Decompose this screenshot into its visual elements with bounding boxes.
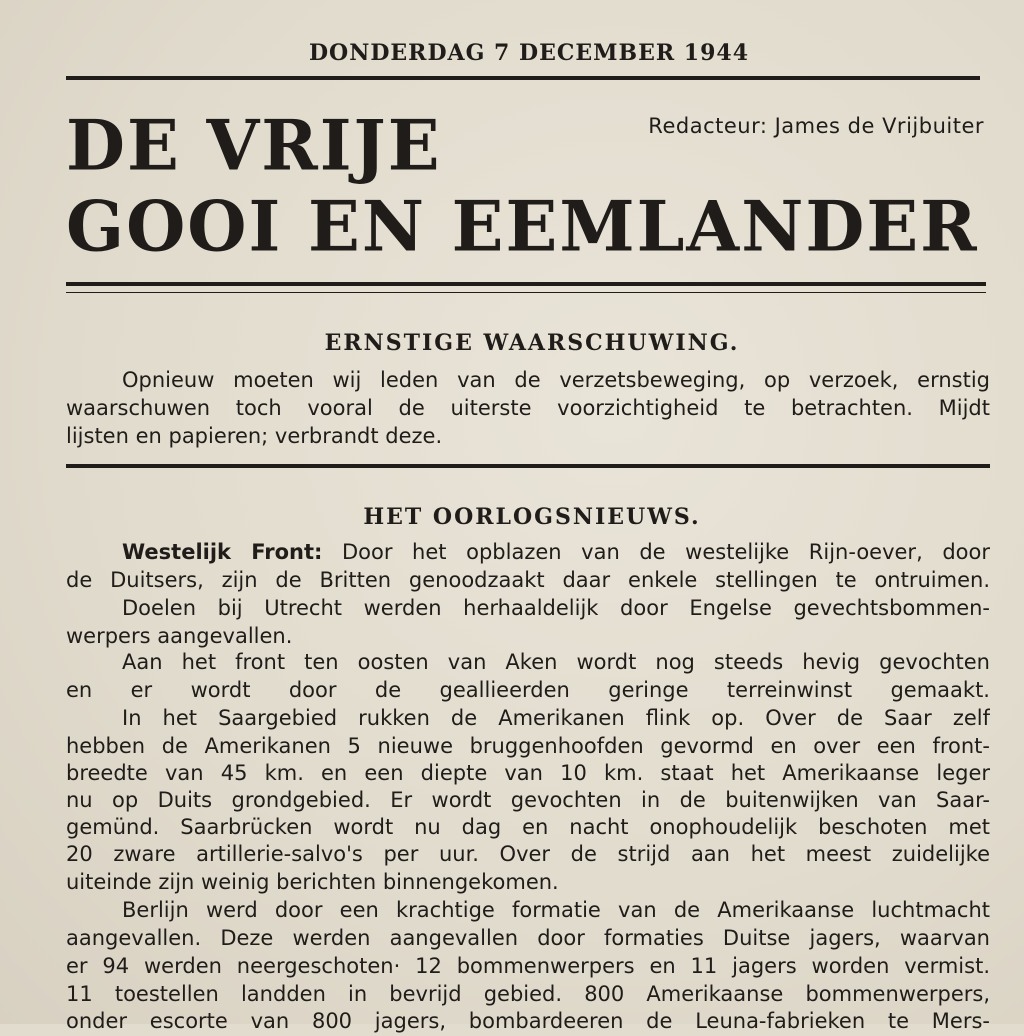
news-line: onder escorte van 800 jagers, bombardeeren de Leuna-fabrieken te Mers- [66, 1009, 990, 1033]
news-line: uiteinde zijn weinig berichten binnengekomen. [66, 870, 559, 894]
section-rule [66, 464, 990, 468]
warning-heading: ERNSTIGE WAARSCHUWING. [324, 330, 740, 356]
news-line: 11 toestellen landden in bevrijd gebied. 800 Amerikaanse bommenwerpers, [66, 982, 990, 1006]
top-rule [66, 76, 980, 80]
news-line: aangevallen. Deze werden aangevallen door formaties Duitse jagers, waarvan [66, 926, 990, 950]
masthead-line-1: DE VRIJE [66, 105, 442, 187]
news-line: hebben de Amerikanen 5 nieuwe bruggenhoofden gevormd en over een front- [66, 734, 990, 758]
news-line: breedte van 45 km. en een diepte van 10 km. staat het Amerikaanse leger [66, 761, 990, 785]
warning-line: lijsten en papieren; verbrandt deze. [66, 424, 443, 448]
news-line: er 94 werden neergeschoten· 12 bommenwerpers en 11 jagers worden vermist. [66, 954, 990, 978]
news-line: en er wordt door de geallieerden geringe terreinwinst gemaakt. [66, 678, 990, 702]
news-line: In het Saargebied rukken de Amerikanen flink op. Over de Saar zelf [122, 706, 990, 730]
masthead-rule-thin [66, 292, 986, 293]
masthead-line-2: GOOI EN EEMLANDER [66, 186, 979, 268]
news-line: Doelen bij Utrecht werden herhaaldelijk door Engelse gevechtsbommen- [122, 596, 990, 620]
front-label: Westelijk Front: [122, 540, 323, 564]
news-line-front [122, 538, 990, 567]
news-line: Berlijn werd door een krachtige formatie van de Amerikaanse luchtmacht [122, 898, 990, 922]
news-line: Aan het front ten oosten van Aken wordt nog steeds hevig gevochten [122, 650, 990, 674]
news-line: nu op Duits grondgebied. Er wordt gevochten in de buitenwijken van Saar- [66, 788, 990, 812]
news-heading: HET OORLOGSNIEUWS. [363, 504, 701, 530]
news-line-text: Door het opblazen van de westelijke Rijn-oever, door [322, 540, 990, 564]
warning-line: waarschuwen toch vooral de uiterste voorzichtigheid te betrachten. Mijdt [66, 396, 990, 420]
news-line: de Duitsers, zijn de Britten genoodzaakt daar enkele stellingen te ontruimen. [66, 568, 990, 592]
issue-date: DONDERDAG 7 DECEMBER 1944 [308, 40, 750, 66]
editor-credit: Redacteur: James de Vrijbuiter [648, 114, 984, 138]
news-line: werpers aangevallen. [66, 624, 293, 648]
news-line: 20 zware artillerie-salvo's per uur. Over de strijd aan het meest zuidelijke [66, 842, 990, 866]
masthead-rule-thick [66, 282, 986, 286]
warning-line: Opnieuw moeten wij leden van de verzetsbeweging, op verzoek, ernstig [122, 368, 990, 392]
news-line: gemünd. Saarbrücken wordt nu dag en nacht onophoudelijk beschoten met [66, 815, 990, 839]
